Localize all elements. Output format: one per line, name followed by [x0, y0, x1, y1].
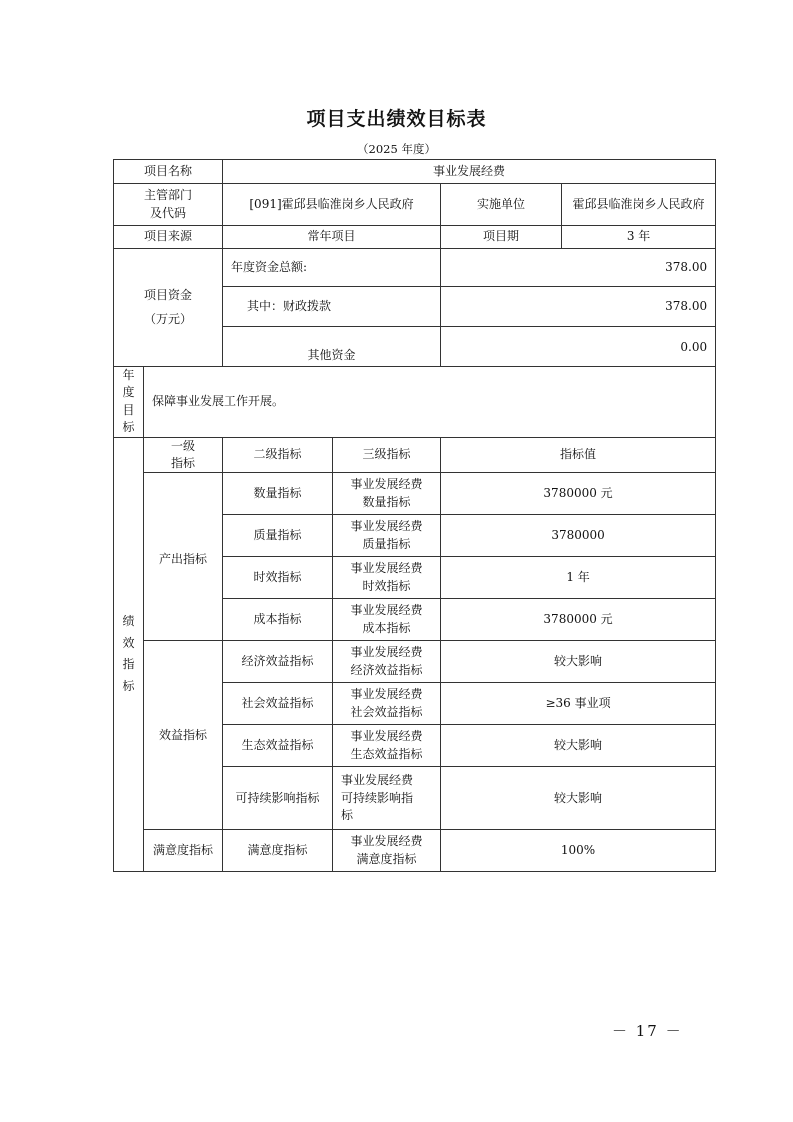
level3-cell	[333, 830, 441, 872]
output-indicators-label: 产出指标	[144, 473, 223, 641]
table-row	[114, 160, 716, 184]
department-value: [091]霍邱县临淮岗乡人民政府	[223, 184, 441, 226]
table-row	[114, 249, 716, 287]
level3-line2: 社会效益指标	[350, 704, 423, 719]
other-funds-label: 其他资金	[223, 327, 441, 367]
annual-goal-label	[114, 367, 144, 438]
level3-line2: 时效指标	[362, 578, 411, 593]
project-funds-label-line1: 项目资金	[144, 288, 193, 303]
performance-indicators-char: 标	[122, 679, 135, 694]
level3-line1: 事业发展经费	[350, 561, 423, 576]
fiscal-allocation-value: 378.00	[441, 287, 716, 327]
performance-indicators-label	[114, 437, 144, 872]
level3-line2: 成本指标	[362, 620, 411, 635]
annual-goal-char: 标	[122, 420, 135, 435]
level3-line2: 可持续影响指	[341, 790, 414, 805]
project-period-label: 项目期	[441, 226, 562, 249]
annual-goal-char: 年	[122, 368, 135, 382]
table-row	[114, 184, 716, 226]
indicator-value: ≥36 事业项	[441, 683, 716, 725]
department-label-line2: 及代码	[150, 205, 187, 220]
annual-goal-char: 度	[122, 385, 135, 400]
implementing-unit-value: 霍邱县临淮岗乡人民政府	[562, 184, 716, 226]
indicator-value: 3780000 元	[441, 599, 716, 641]
other-funds-value: 0.00	[441, 327, 716, 367]
table-row	[114, 473, 716, 515]
project-source-value: 常年项目	[223, 226, 441, 249]
level3-line2: 经济效益指标	[350, 662, 423, 677]
implementing-unit-label: 实施单位	[441, 184, 562, 226]
project-period-value: 3 年	[562, 226, 716, 249]
level3-cell	[333, 599, 441, 641]
performance-target-table	[113, 159, 716, 872]
header-level3: 三级指标	[333, 437, 441, 473]
level2-cell: 可持续影响指标	[223, 767, 333, 830]
level3-line1: 事业发展经费	[350, 477, 423, 492]
level3-cell	[333, 641, 441, 683]
header-value: 指标值	[441, 437, 716, 473]
annual-goal-text: 保障事业发展工作开展。	[144, 367, 716, 438]
level3-line1: 事业发展经费	[350, 834, 423, 849]
level3-line2: 数量指标	[362, 494, 411, 509]
level3-line3: 标	[341, 808, 354, 823]
level2-cell: 生态效益指标	[223, 725, 333, 767]
project-name-label: 项目名称	[114, 160, 223, 184]
level3-line1: 事业发展经费	[341, 773, 414, 788]
level3-line2: 质量指标	[362, 536, 411, 551]
level3-line1: 事业发展经费	[350, 729, 423, 744]
table-row	[114, 226, 716, 249]
indicator-value: 较大影响	[441, 641, 716, 683]
level3-line2: 满意度指标	[356, 851, 417, 866]
level2-cell: 经济效益指标	[223, 641, 333, 683]
table-row	[114, 437, 716, 473]
department-label	[114, 184, 223, 226]
header-level2: 二级指标	[223, 437, 333, 473]
performance-indicators-char: 绩	[122, 614, 135, 629]
level3-line1: 事业发展经费	[350, 519, 423, 534]
page-number: － 17 －	[612, 1022, 683, 1040]
table-row	[114, 367, 716, 438]
level3-cell	[333, 683, 441, 725]
level3-cell	[333, 767, 441, 830]
level3-line1: 事业发展经费	[350, 603, 423, 618]
satisfaction-indicators-label: 满意度指标	[144, 830, 223, 872]
level3-cell	[333, 515, 441, 557]
level3-line2: 生态效益指标	[350, 746, 423, 761]
table-row	[114, 641, 716, 683]
indicator-value: 3780000 元	[441, 473, 716, 515]
document-title: 项目支出绩效目标表	[306, 108, 487, 130]
level3-line1: 事业发展经费	[350, 645, 423, 660]
project-funds-label	[114, 249, 223, 367]
project-source-label: 项目来源	[114, 226, 223, 249]
level2-cell: 满意度指标	[223, 830, 333, 872]
fiscal-allocation-label: 其中：财政拨款	[223, 287, 441, 327]
level3-cell	[333, 557, 441, 599]
annual-total-label: 年度资金总额:	[223, 249, 441, 287]
table-row	[114, 830, 716, 872]
benefit-indicators-label: 效益指标	[144, 641, 223, 830]
indicator-value: 3780000	[441, 515, 716, 557]
level2-cell: 质量指标	[223, 515, 333, 557]
indicator-value: 较大影响	[441, 725, 716, 767]
indicator-value: 较大影响	[441, 767, 716, 830]
level2-cell: 社会效益指标	[223, 683, 333, 725]
document-subtitle: （2025 年度）	[357, 142, 436, 156]
level2-cell: 数量指标	[223, 473, 333, 515]
level3-cell	[333, 725, 441, 767]
department-label-line1: 主管部门	[144, 188, 193, 203]
performance-indicators-char: 指	[122, 657, 135, 672]
project-name-value: 事业发展经费	[223, 160, 716, 184]
header-level1	[144, 437, 223, 473]
indicator-value: 1 年	[441, 557, 716, 599]
performance-indicators-char: 效	[122, 635, 135, 650]
header-level1-line2: 指标	[171, 455, 196, 470]
level3-cell	[333, 473, 441, 515]
level2-cell: 时效指标	[223, 557, 333, 599]
indicator-value: 100%	[441, 830, 716, 872]
project-funds-label-line2: （万元）	[144, 311, 193, 326]
level3-line1: 事业发展经费	[350, 687, 423, 702]
annual-total-value: 378.00	[441, 249, 716, 287]
annual-goal-char: 目	[122, 402, 135, 417]
level2-cell: 成本指标	[223, 599, 333, 641]
header-level1-line1: 一级	[171, 438, 196, 453]
